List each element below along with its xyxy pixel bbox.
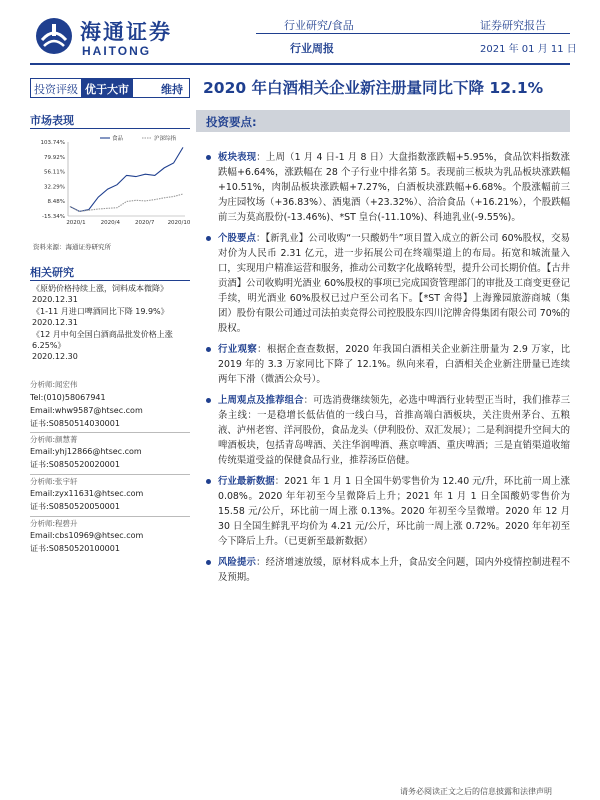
related-heading: 相关研究 <box>30 266 74 279</box>
investment-heading: 投资要点: <box>206 115 257 129</box>
bullet-risk-warning <box>206 555 570 585</box>
bullet-dot-icon <box>206 155 211 160</box>
bullet-dot-icon <box>206 479 211 484</box>
analyst-name: 分析师:程碧升 <box>30 516 190 529</box>
y-tick-label: 8.48% <box>47 199 65 206</box>
logo-cn-text: 海通证券 <box>80 19 172 44</box>
investment-points <box>206 150 570 585</box>
bullet-dot-icon <box>206 236 211 241</box>
x-tick-label: 2020/1 <box>66 220 86 226</box>
y-tick-label: 103.74% <box>40 140 65 146</box>
report-title: 2020 年白酒相关企业新注册量同比下降 12.1% <box>203 79 544 97</box>
company-logo <box>34 14 184 60</box>
bullet-label: 板块表现 <box>218 152 257 163</box>
related-item-title[interactable]: 《12 月中旬全国白酒商品批发价格上涨 6.25%》 <box>32 330 173 350</box>
legend-label: 沪深综指 <box>154 136 177 142</box>
related-item-date: 2020.12.31 <box>32 295 78 304</box>
logo-en-text: HAITONG <box>82 44 152 58</box>
analyst-tel: Tel:(010)58067941 <box>30 393 106 402</box>
bullet-text: ：【新乳业】公司收购“一只酸奶牛”项目置入成立的新公司 60%股权，交易对价为人民币 2.31 亿元，进一步拓展公司在终端渠道上的布局。拓宽和城流量入口，实现用户精准运营和服务，推动公司数字化战略转型，提升公司长期价值。【古井贡酒】公司收购明光酒业 60%股权的事项已完成国资管理部门的审批及工商变更登记手续，明光酒业 60%股权已过户至公司名下。【*ST 舍得】上海豫园旅游商城（集团）股份有限公司通过司法拍卖竞得公司控股股东四川沱牌舍得集团有限公司 70%的股权。 <box>218 233 570 334</box>
bullet-label: 个股要点 <box>218 233 256 244</box>
report-header <box>0 0 600 68</box>
related-divider <box>30 280 190 281</box>
related-item[interactable] <box>32 283 192 305</box>
analyst-name: 分析师:张宇轩 <box>30 474 190 487</box>
x-tick-label: 2020/4 <box>100 220 121 226</box>
bullet-label: 行业最新数据 <box>218 476 275 487</box>
legend-label: 食品 <box>112 136 124 142</box>
analyst-email[interactable]: Email:whw9587@htsec.com <box>30 406 143 415</box>
bullet-industry-observation <box>206 342 570 387</box>
analyst-cert: 证书:S0850520100001 <box>30 544 120 553</box>
analyst-cert: 证书:S0850514030001 <box>30 419 120 428</box>
market-chart <box>30 132 192 234</box>
related-item[interactable] <box>32 329 192 362</box>
report-category: 行业研究/食品 <box>284 19 354 32</box>
analyst-card <box>30 432 190 471</box>
bullet-text: ：根据企查查数据，2020 年我国白酒相关企业新注册量为 2.9 万家，比 2019 年的 3.3 万家同比下降了 12.1%。纵向来看，白酒相关企业新注册量已连续两年下滑（微酒公众号）。 <box>218 344 570 385</box>
bullet-text: ：经济增速放缓，原材料成本上升，食品安全问题，国内外疫情控制进程不及预期。 <box>218 557 570 583</box>
analyst-card <box>30 378 190 430</box>
disclaimer-footer: 请务必阅读正文之后的信息披露和法律声明 <box>400 787 552 796</box>
bullet-text: ：上周（1 月 4 日-1 月 8 日）大盘指数涨跌幅+5.95%，食品饮料指数涨跌幅+6.64%，涨跌幅在 28 个子行业中排名第 5。表现前三板块为乳品板块涨跌幅+10.51%，肉制品板块涨跌幅+7.27%，白酒板块涨跌幅+6.68%。个股涨幅前三为庄园牧场（+36.83%）、酒鬼酒（+23.32%）、洽洽食品（+16.21%），个股跌幅前三为莫高股份(-13.46%)、*ST 皇台(-11.10%)、科迪乳业(-9.55%)。 <box>218 152 570 223</box>
analyst-cert: 证书:S0850520050001 <box>30 502 120 511</box>
bullet-dot-icon <box>206 347 211 352</box>
analyst-name: 分析师:闻宏伟 <box>30 380 78 389</box>
bullet-dot-icon <box>206 398 211 403</box>
analyst-card <box>30 516 190 555</box>
market-heading: 市场表现 <box>30 114 74 127</box>
series-line-1 <box>70 194 183 211</box>
rating-label: 投资评级 <box>34 83 78 96</box>
bullet-text: ：可选消费继续领先，必选中啤酒行业转型正当时，我们推荐三条主线：一是稳增长低估值的一线白马，首推高端白酒板块，关注贵州茅台、五粮液、泸州老窖、洋河股份，食品龙头（伊利股份、双汇发展）；二是利润提升空间大的啤酒板块，包括青岛啤酒、关注华润啤酒、燕京啤酒、重庆啤酒；三是直销渠道收缩传统渠道受益的保健食品行业，推荐汤臣倍健。 <box>218 395 570 466</box>
bullet-latest-data <box>206 474 570 549</box>
bullet-sector-performance <box>206 150 570 225</box>
report-type: 行业周报 <box>290 42 334 55</box>
related-item-title[interactable]: 《原奶价格持续上涨，饲料成本微降》 <box>32 284 168 293</box>
analyst-email[interactable]: Email:cbs10969@htsec.com <box>30 531 144 540</box>
market-performance-chart <box>30 132 192 234</box>
report-date: 2021 年 01 月 11 日 <box>480 44 577 55</box>
analyst-email[interactable]: Email:zyx11631@htsec.com <box>30 489 144 498</box>
y-tick-label: 56.11% <box>44 169 65 176</box>
bullet-label: 风险提示 <box>218 557 257 568</box>
header-divider <box>256 33 570 34</box>
bullet-stock-points <box>206 231 570 336</box>
bullet-label: 上周观点及推荐组合 <box>218 395 304 406</box>
related-item-date: 2020.12.30 <box>32 352 78 361</box>
investment-rating <box>30 78 190 98</box>
bullet-label: 行业观察 <box>218 344 258 355</box>
bullet-dot-icon <box>206 560 211 565</box>
investment-heading-bar <box>196 110 570 132</box>
analyst-card <box>30 474 190 513</box>
y-tick-label: 32.29% <box>44 184 65 191</box>
x-tick-label: 2020/7 <box>134 220 155 226</box>
x-tick-label: 2020/10 <box>167 220 191 226</box>
analyst-name: 分析师:颜慧菁 <box>30 432 190 445</box>
rating-value: 优于大市 <box>81 79 133 97</box>
bullet-text: ：2021 年 1 月 1 日全国牛奶零售价为 12.40 元/升，环比前一周上涨 0.08%。2020 年年初至今呈微降后上升；2021 年 1 月 1 日全国酸奶零售价为 15.58 元/公斤，环比前一周上涨 0.13%。2020 年初至今呈微增。2020 年 12 月 30 日全国生鲜乳平均价为 4.21 元/公斤，环比前一周上涨 0.72%。2020 年年初至今下降后上升。（已更新至最新数据） <box>218 476 570 547</box>
series-line-0 <box>70 147 183 211</box>
analyst-email[interactable]: Email:yhj12866@htsec.com <box>30 447 142 456</box>
header-rule <box>30 63 570 65</box>
y-tick-label: 79.92% <box>44 154 65 161</box>
related-item[interactable] <box>32 306 192 328</box>
related-item-title[interactable]: 《1-11 月进口啤酒同比下降 19.9%》 <box>32 307 169 316</box>
market-divider <box>30 128 190 129</box>
y-tick-label: -15.34% <box>42 214 65 220</box>
bullet-recommendations <box>206 393 570 468</box>
chart-source: 资料来源：海通证券研究所 <box>33 243 111 251</box>
haitong-logo-icon <box>34 16 74 56</box>
analyst-cert: 证书:S0850520020001 <box>30 460 120 469</box>
related-item-date: 2020.12.31 <box>32 318 78 327</box>
rating-status: 维持 <box>161 83 183 96</box>
doc-label: 证券研究报告 <box>480 19 546 32</box>
